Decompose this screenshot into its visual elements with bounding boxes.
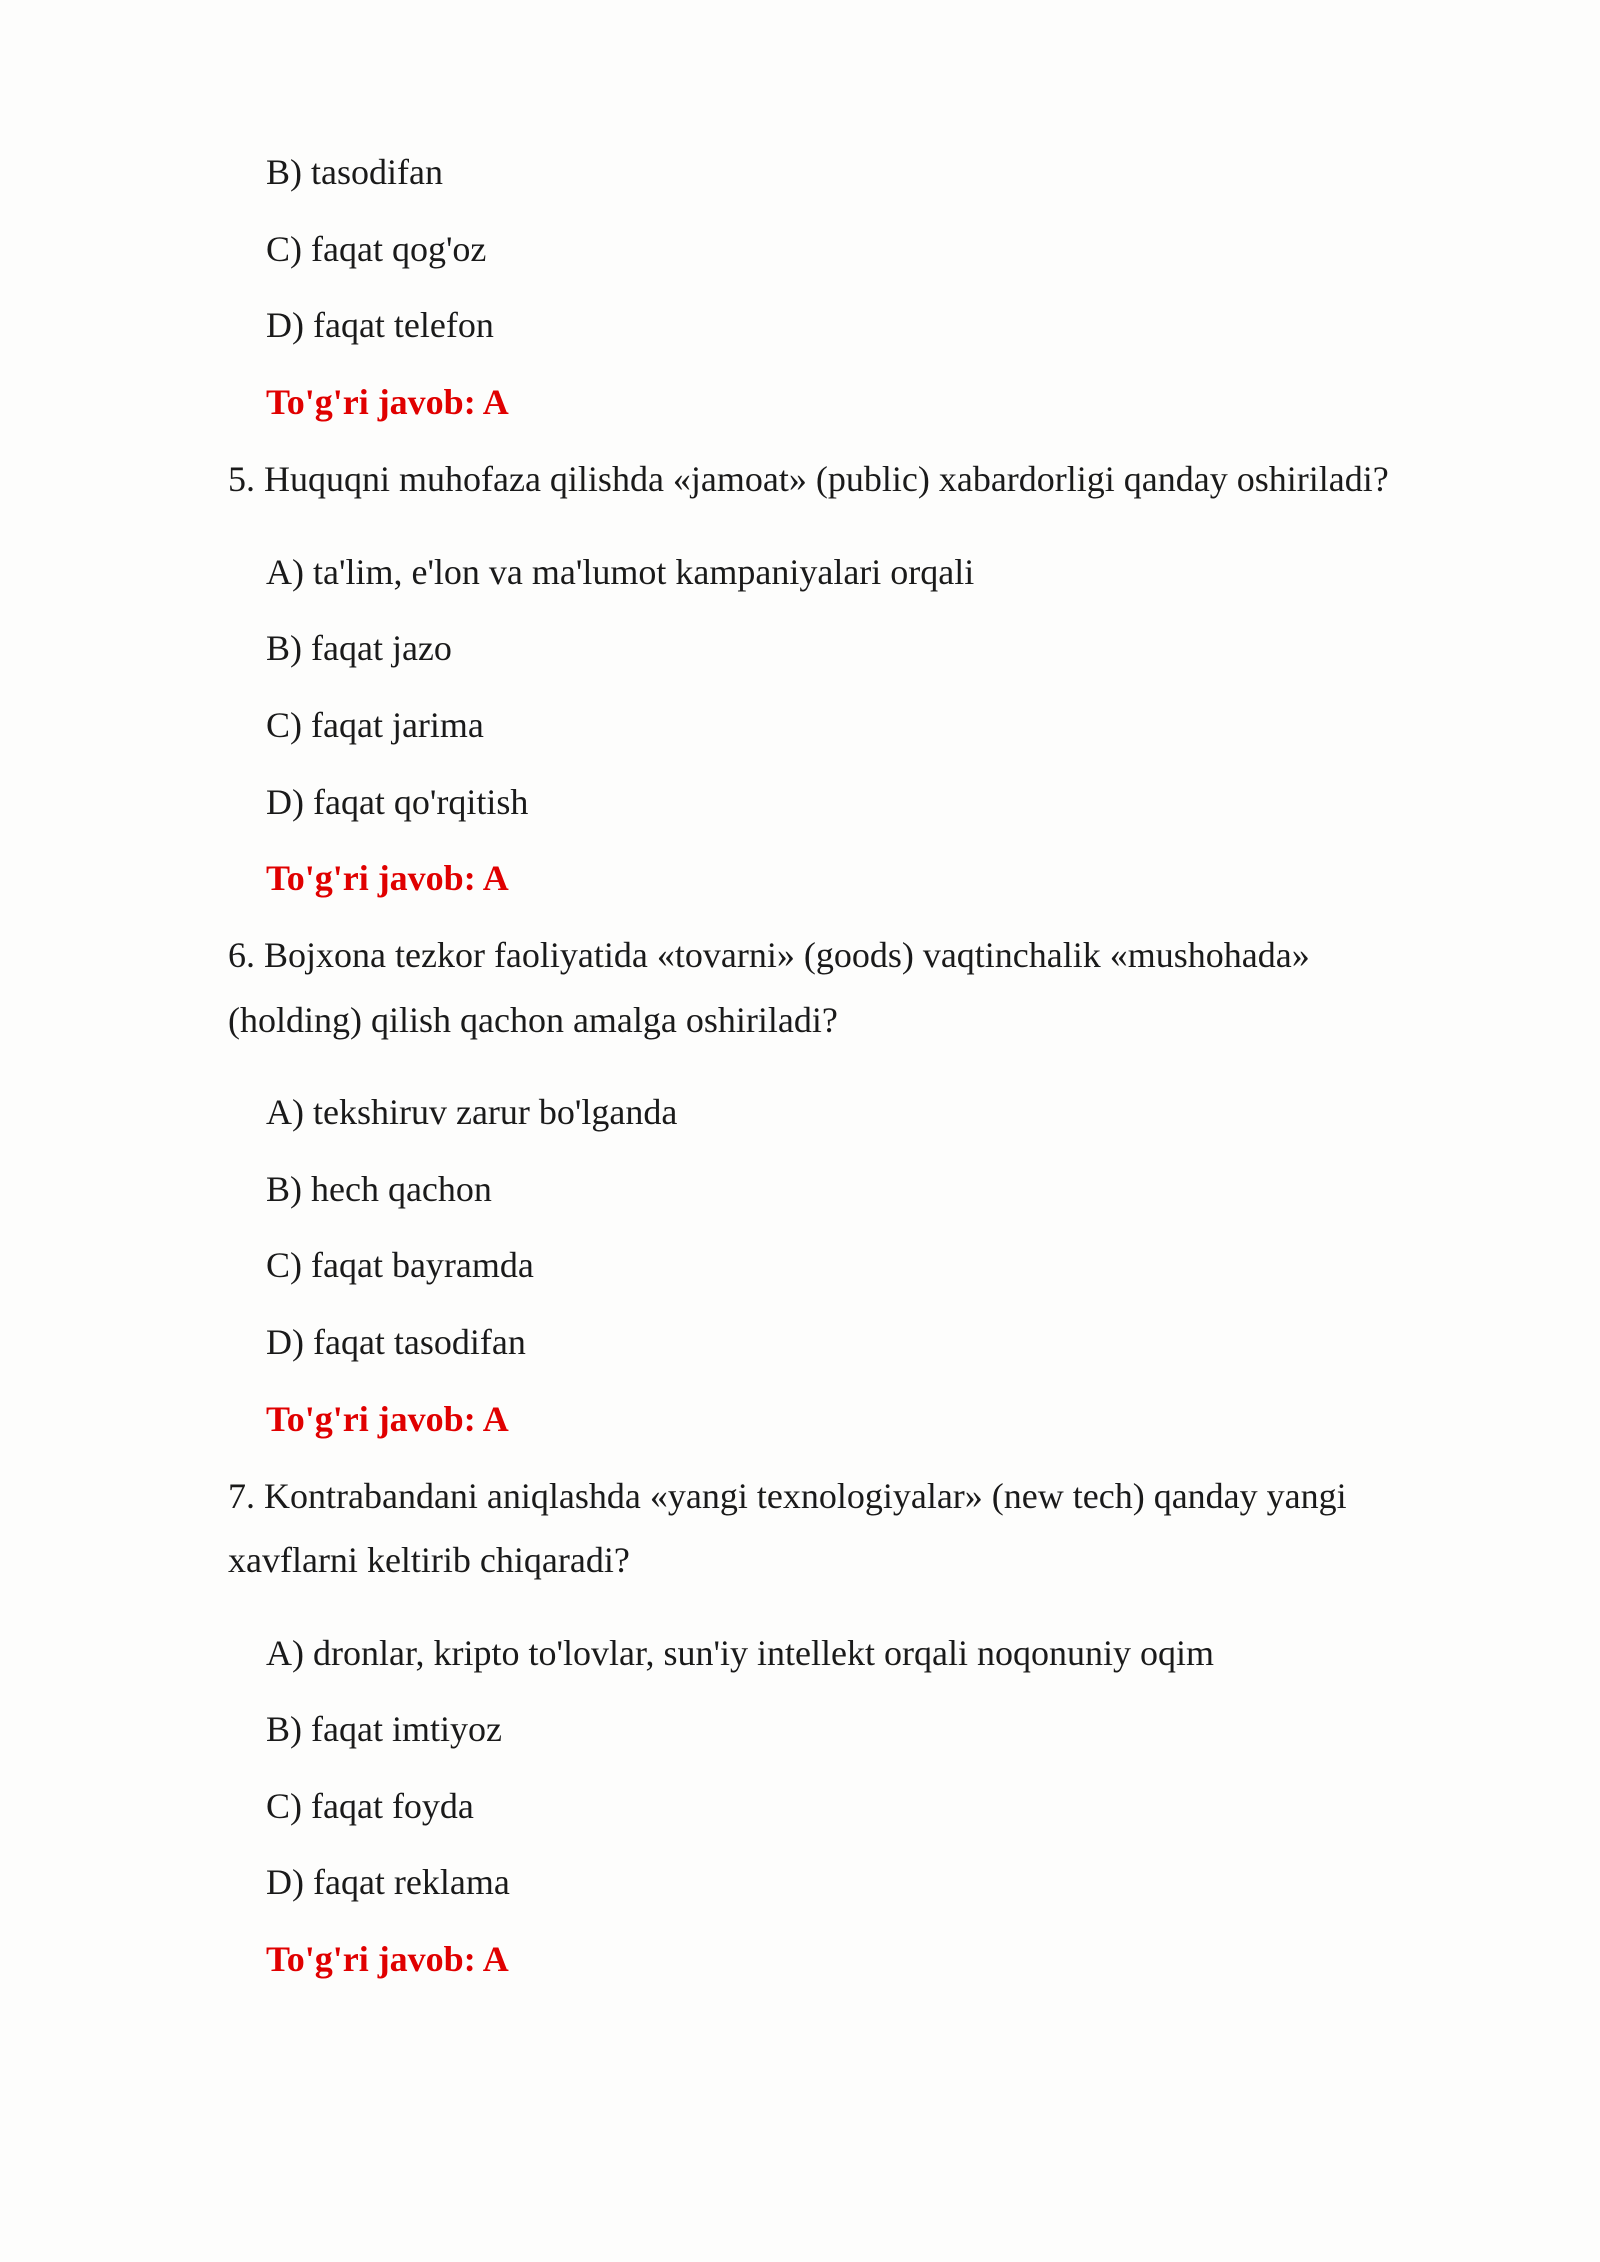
q6-question-line-2: (holding) qilish qachon amalga oshiriladi? — [228, 1000, 838, 1040]
q6-option-b: B) hech qachon — [266, 1169, 492, 1209]
q7-option-c: C) faqat foyda — [266, 1786, 474, 1826]
q4-correct-answer: To'g'ri javob: A — [266, 382, 509, 422]
q6-option-c: C) faqat bayramda — [266, 1245, 534, 1285]
q4-option-b: B) tasodifan — [266, 152, 443, 192]
q7-correct-answer: To'g'ri javob: A — [266, 1939, 509, 1979]
q5-option-a: A) ta'lim, e'lon va ma'lumot kampaniyalari orqali — [266, 552, 975, 592]
q4-option-d: D) faqat telefon — [266, 305, 494, 345]
q5-option-b: B) faqat jazo — [266, 628, 452, 668]
q5-option-c: C) faqat jarima — [266, 705, 484, 745]
q6-option-d: D) faqat tasodifan — [266, 1322, 526, 1362]
q7-question-line-1: 7. Kontrabandani aniqlashda «yangi texnologiyalar» (new tech) qanday yangi — [228, 1476, 1347, 1516]
q5-question-text: 5. Huquqni muhofaza qilishda «jamoat» (public) xabardorligi qanday oshiriladi? — [228, 459, 1389, 499]
q7-option-b: B) faqat imtiyoz — [266, 1709, 502, 1749]
q6-correct-answer: To'g'ri javob: A — [266, 1399, 509, 1439]
q4-option-c: C) faqat qog'oz — [266, 229, 487, 269]
q7-option-d: D) faqat reklama — [266, 1862, 510, 1902]
q7-question-line-2: xavflarni keltirib chiqaradi? — [228, 1540, 630, 1580]
q7-option-a: A) dronlar, kripto to'lovlar, sun'iy intellekt orqali noqonuniy oqim — [266, 1633, 1214, 1673]
q6-option-a: A) tekshiruv zarur bo'lganda — [266, 1092, 678, 1132]
q5-option-d: D) faqat qo'rqitish — [266, 782, 529, 822]
q5-correct-answer: To'g'ri javob: A — [266, 858, 509, 898]
q6-question-line-1: 6. Bojxona tezkor faoliyatida «tovarni» (goods) vaqtinchalik «mushohada» — [228, 935, 1310, 975]
